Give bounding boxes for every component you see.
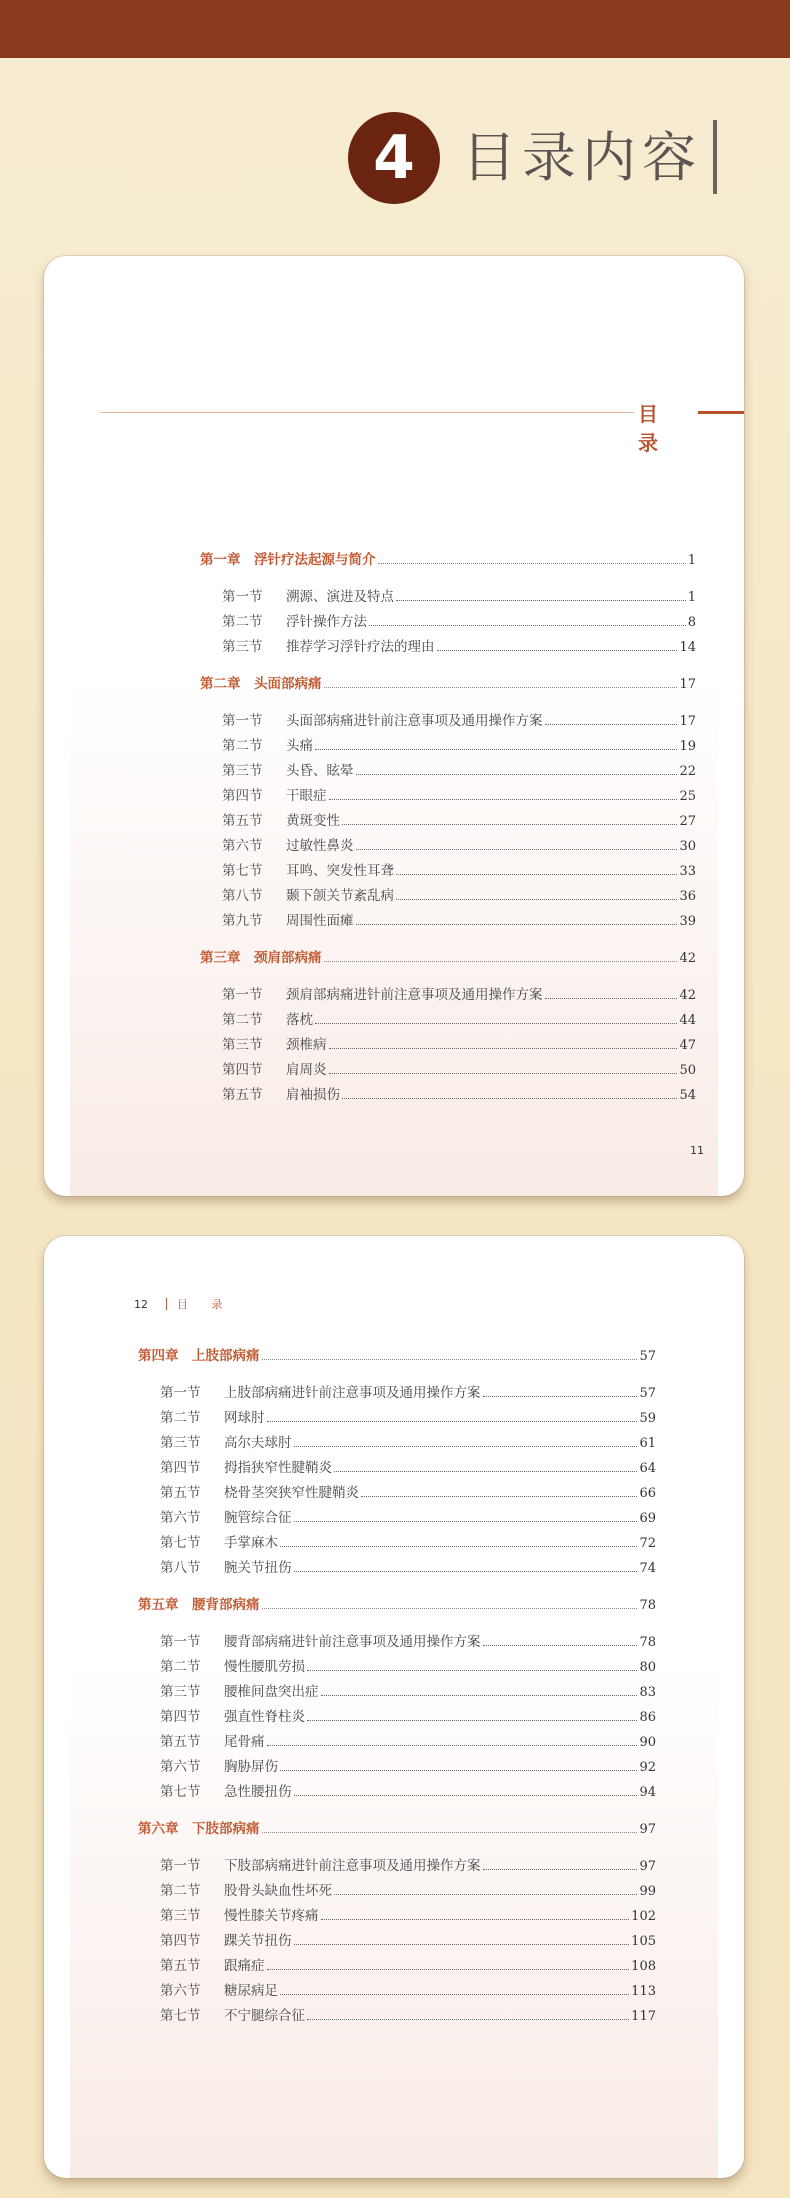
toc-leader-dots — [321, 1695, 638, 1696]
toc-section-number: 第一节 — [222, 589, 263, 605]
toc-section-number: 第六节 — [160, 1759, 201, 1775]
toc-leader-dots — [280, 1994, 629, 1995]
toc-leader-dots — [294, 1795, 638, 1796]
toc-section-number: 第二节 — [222, 1012, 263, 1028]
toc-section-title: 头面部病痛进针前注意事项及通用操作方案 — [286, 713, 543, 729]
toc-section-number: 第九节 — [222, 913, 263, 929]
toc-leader-dots — [267, 1745, 638, 1746]
toc-page-number: 105 — [631, 1934, 656, 1949]
toc-section-title: 拇指狭窄性腱鞘炎 — [224, 1460, 332, 1476]
toc-section-title: 网球肘 — [224, 1410, 265, 1426]
toc-page-number: 39 — [679, 914, 696, 929]
toc-page-number: 57 — [639, 1349, 656, 1364]
toc-section-title: 浮针操作方法 — [286, 614, 367, 630]
toc-chapter-title: 第一章 浮针疗法起源与简介 — [200, 552, 376, 568]
toc-section-number: 第三节 — [160, 1684, 201, 1700]
toc-page-number: 64 — [639, 1461, 656, 1476]
toc-section-entry — [222, 1008, 696, 1030]
toc-section-title: 腕关节扭伤 — [224, 1560, 292, 1576]
toc-section-label — [222, 859, 394, 879]
toc-section-label — [160, 1904, 319, 1924]
toc-section-label — [160, 1381, 481, 1401]
toc-leader-dots — [356, 924, 678, 925]
toc-section-label — [222, 635, 435, 655]
toc-rule-right — [698, 411, 744, 414]
toc-leader-dots — [307, 1670, 637, 1671]
toc-chapter-entry — [138, 1344, 656, 1366]
toc-page-number: 69 — [639, 1511, 656, 1526]
toc-section-title: 不宁腿综合征 — [224, 2008, 305, 2024]
toc-section-label — [160, 1456, 332, 1476]
toc-section-label — [160, 1680, 319, 1700]
toc-chapter-title: 第四章 上肢部病痛 — [138, 1348, 260, 1364]
toc-leader-dots — [329, 1048, 678, 1049]
toc-page-number: 102 — [631, 1909, 656, 1924]
page-number: 12 — [134, 1298, 148, 1311]
toc-section-entry — [160, 2004, 656, 2026]
toc-section-number: 第六节 — [222, 838, 263, 854]
toc-section-title: 跟痛症 — [224, 1958, 265, 1974]
toc-leader-dots — [369, 625, 686, 626]
toc-page-number: 33 — [679, 864, 696, 879]
toc-section-label — [160, 1630, 481, 1650]
toc-section-title: 急性腰扭伤 — [224, 1784, 292, 1800]
section-number-badge: 4 — [348, 112, 440, 204]
toc-page-number: 36 — [679, 889, 696, 904]
toc-section-entry — [160, 1531, 656, 1553]
toc-section-label — [160, 1531, 278, 1551]
toc-leader-dots — [294, 1944, 630, 1945]
toc-section-title: 干眼症 — [286, 788, 327, 804]
toc-section-number: 第二节 — [160, 1410, 201, 1426]
toc-page-card-1 — [44, 256, 744, 1196]
toc-section-label — [160, 1506, 292, 1526]
toc-section-title: 周围性面瘫 — [286, 913, 354, 929]
toc-section-number: 第四节 — [222, 788, 263, 804]
toc-section-title: 推荐学习浮针疗法的理由 — [286, 639, 435, 655]
toc-page-number: 74 — [639, 1561, 656, 1576]
toc-leader-dots — [307, 2019, 629, 2020]
toc-leader-dots — [329, 799, 678, 800]
toc-section-entry — [160, 1381, 656, 1403]
toc-section-entry — [160, 1556, 656, 1578]
toc-page-number: 78 — [639, 1598, 656, 1613]
toc-chapter-title: 第三章 颈肩部病痛 — [200, 950, 322, 966]
toc-section-label — [160, 1929, 292, 1949]
toc-section-entry — [160, 1879, 656, 1901]
toc-section-number: 第二节 — [222, 738, 263, 754]
toc-section-label — [222, 809, 340, 829]
toc-section-title: 颈椎病 — [286, 1037, 327, 1053]
toc-page-number: 108 — [631, 1959, 656, 1974]
toc-section-entry — [222, 585, 696, 607]
toc-leader-dots — [267, 1969, 630, 1970]
toc-section-entry — [160, 1456, 656, 1478]
toc-section-label — [160, 1730, 265, 1750]
page-number: 11 — [690, 1144, 704, 1157]
toc-leader-dots — [321, 1919, 630, 1920]
toc-section-title: 头痛 — [286, 738, 313, 754]
toc-section-number: 第六节 — [160, 1510, 201, 1526]
toc-section-label — [160, 1431, 292, 1451]
toc-section-title: 肩袖损伤 — [286, 1087, 340, 1103]
toc-section-number: 第五节 — [222, 813, 263, 829]
toc-section-entry — [222, 610, 696, 632]
toc-page-number: 99 — [639, 1884, 656, 1899]
running-head-title: 目 录 — [177, 1298, 233, 1311]
toc-section-title: 高尔夫球肘 — [224, 1435, 292, 1451]
toc-section-title: 颞下颌关节紊乱病 — [286, 888, 394, 904]
toc-page-number: 83 — [639, 1685, 656, 1700]
toc-section-number: 第七节 — [160, 2008, 201, 2024]
toc-section-label — [222, 909, 354, 929]
toc-section-entry — [222, 635, 696, 657]
toc-section-title: 溯源、演进及特点 — [286, 589, 394, 605]
toc-chapter-title: 第六章 下肢部病痛 — [138, 1821, 260, 1837]
toc-section-label — [160, 1481, 359, 1501]
toc-section-number: 第五节 — [160, 1485, 201, 1501]
toc-leader-dots — [280, 1770, 637, 1771]
toc-page-number: 22 — [679, 764, 696, 779]
toc-section-number: 第一节 — [222, 987, 263, 1003]
toc-section-entry — [160, 1705, 656, 1727]
toc-section-title: 腰背部病痛进针前注意事项及通用操作方案 — [224, 1634, 481, 1650]
toc-section-number: 第八节 — [222, 888, 263, 904]
toc-section-number: 第四节 — [160, 1933, 201, 1949]
toc-page-number: 17 — [679, 677, 696, 692]
toc-section-number: 第一节 — [160, 1634, 201, 1650]
toc-leader-dots — [396, 600, 686, 601]
toc-section-title: 肩周炎 — [286, 1062, 327, 1078]
toc-page-number: 42 — [679, 988, 696, 1003]
toc-section-title: 头昏、眩晕 — [286, 763, 354, 779]
toc-page-number: 30 — [679, 839, 696, 854]
toc-leader-dots — [396, 874, 677, 875]
toc-section-entry — [160, 1755, 656, 1777]
toc-section-number: 第四节 — [160, 1709, 201, 1725]
toc-section-number: 第五节 — [160, 1958, 201, 1974]
toc-leader-dots — [356, 849, 678, 850]
toc-section-label — [222, 834, 354, 854]
toc-rule-left — [100, 412, 634, 413]
toc-leader-dots — [334, 1894, 637, 1895]
toc-section-label — [222, 884, 394, 904]
toc-section-number: 第三节 — [160, 1908, 201, 1924]
toc-section-number: 第六节 — [160, 1983, 201, 1999]
toc-page-number: 72 — [639, 1536, 656, 1551]
toc-page-number: 14 — [679, 640, 696, 655]
toc-section-entry — [160, 1406, 656, 1428]
toc-section-title: 糖尿病足 — [224, 1983, 278, 1999]
toc-leader-dots — [483, 1645, 638, 1646]
toc-section-title: 黄斑变性 — [286, 813, 340, 829]
toc-leader-dots — [315, 749, 677, 750]
toc-leader-dots — [545, 724, 678, 725]
toc-chapter-entry — [138, 1817, 656, 1839]
toc-section-entry — [222, 809, 696, 831]
toc-section-number: 第三节 — [222, 1037, 263, 1053]
toc-leader-dots — [396, 899, 677, 900]
toc-section-entry — [222, 709, 696, 731]
toc-leader-dots — [329, 1073, 678, 1074]
toc-section-label — [160, 1406, 265, 1426]
toc-leader-dots — [342, 824, 677, 825]
toc-section-entry — [160, 1431, 656, 1453]
toc-page-number: 117 — [631, 2009, 656, 2024]
toc-leader-dots — [324, 961, 678, 962]
toc-section-number: 第二节 — [160, 1883, 201, 1899]
toc-section-entry — [160, 1904, 656, 1926]
toc-section-number: 第四节 — [222, 1062, 263, 1078]
toc-section-number: 第三节 — [222, 763, 263, 779]
toc-section-label — [222, 983, 543, 1003]
section-title: 目录内容 — [462, 126, 702, 189]
toc-section-label — [160, 1879, 332, 1899]
toc-chapter-entry — [200, 548, 696, 570]
toc-section-title: 慢性膝关节疼痛 — [224, 1908, 319, 1924]
toc-section-label — [222, 610, 367, 630]
toc-leader-dots — [545, 998, 678, 999]
toc-section-number: 第五节 — [160, 1734, 201, 1750]
toc-leader-dots — [334, 1471, 637, 1472]
toc-section-label — [222, 784, 327, 804]
toc-section-entry — [160, 1481, 656, 1503]
toc-section-number: 第一节 — [222, 713, 263, 729]
toc-section-entry — [160, 1730, 656, 1752]
toc-section-title: 股骨头缺血性坏死 — [224, 1883, 332, 1899]
toc-page-number: 54 — [679, 1088, 696, 1103]
toc-section-label — [160, 1655, 305, 1675]
toc-section-entry — [222, 1058, 696, 1080]
toc-section-title: 上肢部病痛进针前注意事项及通用操作方案 — [224, 1385, 481, 1401]
toc-section-number: 第一节 — [160, 1385, 201, 1401]
toc-page-number: 61 — [639, 1436, 656, 1451]
toc-section-number: 第七节 — [222, 863, 263, 879]
toc-leader-dots — [324, 687, 678, 688]
toc-page-number: 59 — [639, 1411, 656, 1426]
toc-section-entry — [160, 1780, 656, 1802]
toc-leader-dots — [262, 1608, 638, 1609]
toc-page-number: 94 — [639, 1785, 656, 1800]
toc-page-number: 8 — [687, 615, 696, 630]
toc-section-label — [160, 1954, 265, 1974]
toc-section-entry — [222, 784, 696, 806]
section-heading — [0, 0, 790, 230]
toc-leader-dots — [294, 1446, 638, 1447]
toc-leader-dots — [361, 1496, 637, 1497]
toc-section-title: 踝关节扭伤 — [224, 1933, 292, 1949]
toc-page-card-2 — [44, 1236, 744, 2178]
toc-section-title: 耳鸣、突发性耳聋 — [286, 863, 394, 879]
toc-section-entry — [222, 884, 696, 906]
book-page-1 — [70, 256, 718, 1196]
toc-leader-dots — [262, 1832, 638, 1833]
running-head-separator — [166, 1298, 167, 1310]
book-page-2 — [70, 1236, 718, 2178]
toc-leader-dots — [294, 1521, 638, 1522]
toc-section-entry — [160, 1854, 656, 1876]
toc-chapter-entry — [138, 1593, 656, 1615]
toc-section-entry — [160, 1979, 656, 2001]
toc-page-number: 1 — [687, 553, 696, 568]
toc-leader-dots — [280, 1546, 637, 1547]
toc-page-number: 17 — [679, 714, 696, 729]
toc-section-number: 第三节 — [160, 1435, 201, 1451]
toc-section-label — [222, 1083, 340, 1103]
toc-leader-dots — [378, 563, 686, 564]
toc-section-label — [160, 1755, 278, 1775]
toc-section-number: 第八节 — [160, 1560, 201, 1576]
toc-section-entry — [222, 909, 696, 931]
toc-page-number: 42 — [679, 951, 696, 966]
toc-leader-dots — [294, 1571, 638, 1572]
toc-section-entry — [160, 1655, 656, 1677]
toc-section-label — [222, 1058, 327, 1078]
toc-leader-dots — [342, 1098, 677, 1099]
toc-section-number: 第一节 — [160, 1858, 201, 1874]
toc-section-entry — [160, 1929, 656, 1951]
toc-section-title: 强直性脊柱炎 — [224, 1709, 305, 1725]
toc-section-entry — [222, 1083, 696, 1105]
toc-section-entry — [222, 983, 696, 1005]
toc-section-title: 落枕 — [286, 1012, 313, 1028]
toc-page-number: 97 — [639, 1822, 656, 1837]
toc-section-title: 尾骨痛 — [224, 1734, 265, 1750]
toc-page-number: 25 — [679, 789, 696, 804]
toc-section-title: 桡骨茎突狭窄性腱鞘炎 — [224, 1485, 359, 1501]
toc-page-number: 27 — [679, 814, 696, 829]
toc-section-entry — [222, 1033, 696, 1055]
toc-section-label — [160, 1705, 305, 1725]
toc-section-entry — [222, 734, 696, 756]
toc-page-number: 1 — [687, 590, 696, 605]
toc-page-number: 66 — [639, 1486, 656, 1501]
toc-section-number: 第七节 — [160, 1784, 201, 1800]
toc-leader-dots — [437, 650, 678, 651]
toc-page-number: 90 — [639, 1735, 656, 1750]
toc-chapter-entry — [200, 946, 696, 968]
toc-section-number: 第三节 — [222, 639, 263, 655]
toc-section-title: 下肢部病痛进针前注意事项及通用操作方案 — [224, 1858, 481, 1874]
toc-section-title: 慢性腰肌劳损 — [224, 1659, 305, 1675]
toc-section-label — [222, 585, 394, 605]
toc-section-label — [160, 1780, 292, 1800]
toc-section-title: 过敏性鼻炎 — [286, 838, 354, 854]
toc-label: 目 录 — [638, 402, 672, 455]
toc-page-number: 44 — [679, 1013, 696, 1028]
toc-section-entry — [160, 1506, 656, 1528]
toc-page-number: 92 — [639, 1760, 656, 1775]
toc-section-number: 第五节 — [222, 1087, 263, 1103]
toc-section-label — [222, 1033, 327, 1053]
toc-page-number: 80 — [639, 1660, 656, 1675]
toc-leader-dots — [356, 774, 678, 775]
toc-chapter-title: 第二章 头面部病痛 — [200, 676, 322, 692]
toc-section-entry — [160, 1630, 656, 1652]
toc-section-label — [160, 1979, 278, 1999]
toc-section-label — [222, 1008, 313, 1028]
toc-page-number: 19 — [679, 739, 696, 754]
toc-page-number: 86 — [639, 1710, 656, 1725]
toc-section-label — [160, 2004, 305, 2024]
toc-leader-dots — [483, 1869, 638, 1870]
toc-section-entry — [160, 1680, 656, 1702]
toc-section-number: 第四节 — [160, 1460, 201, 1476]
toc-leader-dots — [307, 1720, 637, 1721]
toc-section-entry — [222, 834, 696, 856]
toc-leader-dots — [315, 1023, 677, 1024]
toc-section-entry — [222, 759, 696, 781]
heading-divider — [713, 120, 717, 194]
toc-page-number: 50 — [679, 1063, 696, 1078]
toc-section-entry — [222, 859, 696, 881]
toc-leader-dots — [262, 1359, 638, 1360]
toc-section-title: 颈肩部病痛进针前注意事项及通用操作方案 — [286, 987, 543, 1003]
toc-page-number: 78 — [639, 1635, 656, 1650]
toc-page-number: 113 — [631, 1984, 656, 1999]
toc-section-label — [222, 759, 354, 779]
toc-section-label — [160, 1556, 292, 1576]
toc-chapter-title: 第五章 腰背部病痛 — [138, 1597, 260, 1613]
running-head — [134, 1296, 233, 1312]
toc-leader-dots — [483, 1396, 638, 1397]
toc-section-title: 胸胁屏伤 — [224, 1759, 278, 1775]
toc-section-label — [222, 734, 313, 754]
toc-section-title: 手掌麻木 — [224, 1535, 278, 1551]
toc-section-title: 腕管综合征 — [224, 1510, 292, 1526]
toc-page-number: 47 — [679, 1038, 696, 1053]
toc-chapter-entry — [200, 672, 696, 694]
toc-section-title: 腰椎间盘突出症 — [224, 1684, 319, 1700]
toc-section-number: 第七节 — [160, 1535, 201, 1551]
toc-section-label — [222, 709, 543, 729]
toc-section-number: 第二节 — [160, 1659, 201, 1675]
toc-section-label — [160, 1854, 481, 1874]
toc-page-number: 97 — [639, 1859, 656, 1874]
toc-leader-dots — [267, 1421, 638, 1422]
toc-page-number: 57 — [639, 1386, 656, 1401]
toc-section-number: 第二节 — [222, 614, 263, 630]
toc-section-entry — [160, 1954, 656, 1976]
